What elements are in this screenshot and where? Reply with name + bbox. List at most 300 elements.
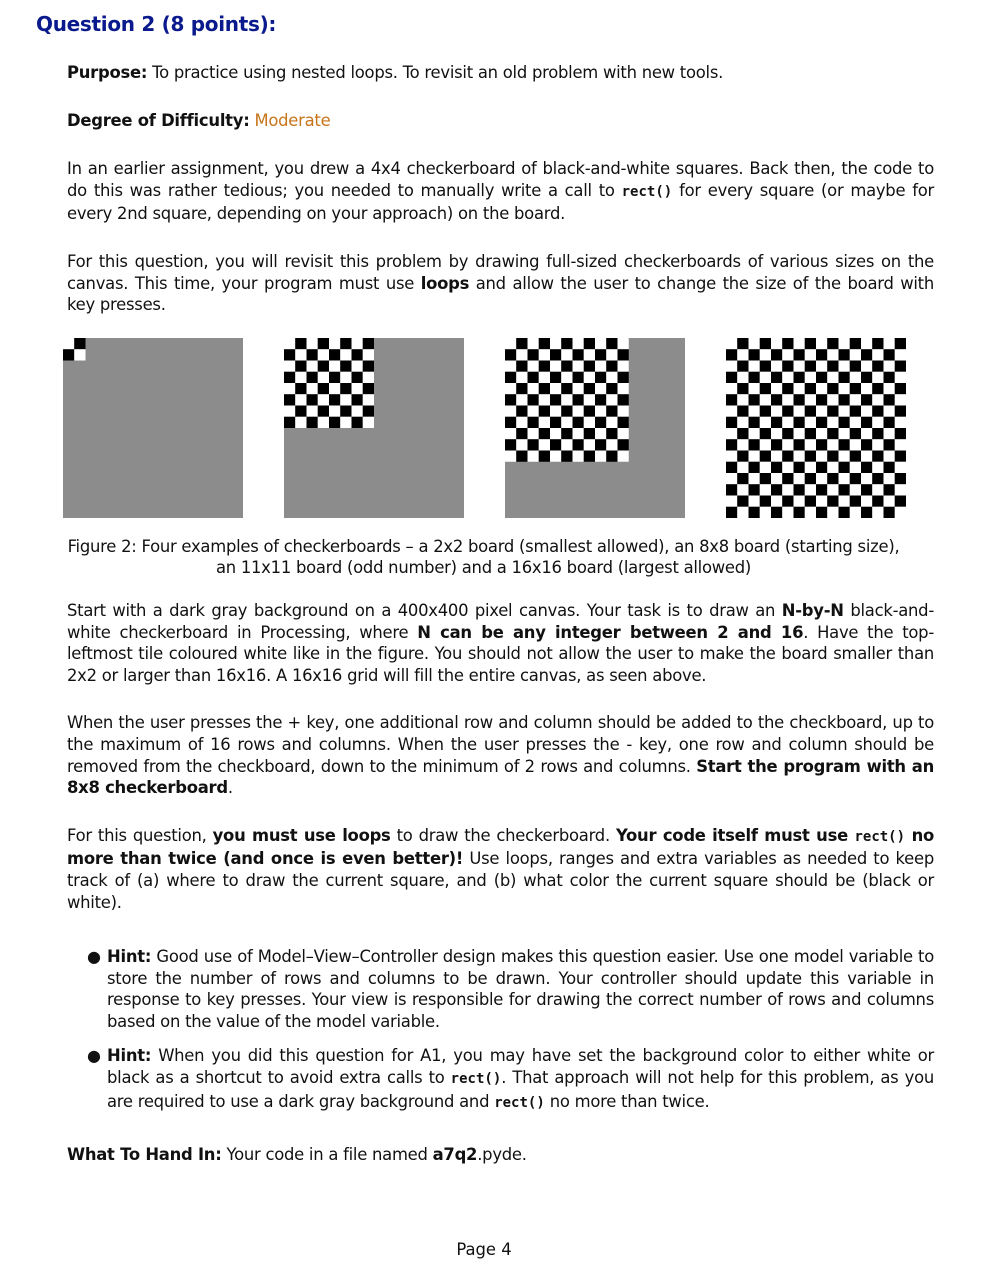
checker-tile — [550, 361, 561, 372]
checker-tile — [539, 406, 550, 417]
checker-tile — [771, 439, 782, 450]
checker-tile — [760, 394, 771, 405]
checker-tile — [839, 417, 850, 428]
checker-tile — [505, 394, 516, 405]
checker-tile — [839, 428, 850, 439]
checker-tile — [352, 406, 363, 417]
checker-tile — [794, 383, 805, 394]
checker-tile — [363, 417, 374, 428]
checker-tile — [760, 383, 771, 394]
checker-tile — [805, 361, 816, 372]
purpose-label: Purpose: — [67, 63, 148, 82]
checker-tile — [805, 507, 816, 518]
board-example-11x11 — [505, 338, 685, 518]
checker-tile — [884, 338, 895, 349]
checker-tile — [782, 349, 793, 360]
checker-tile — [861, 451, 872, 462]
checker-tile — [539, 428, 550, 439]
checker-tile — [827, 417, 838, 428]
checker-tile — [827, 484, 838, 495]
checker-tile — [329, 406, 340, 417]
task-text-a: For this question, you will revisit this problem by drawing full-sized checkerboards of various sizes on the canvas. This time, your program must use — [67, 251, 934, 293]
loops-emphasis: loops — [420, 273, 470, 293]
checker-tile — [595, 338, 606, 349]
checker-tile — [516, 383, 527, 394]
checker-tile — [329, 383, 340, 394]
checker-tile — [516, 406, 527, 417]
checker-tile — [839, 383, 850, 394]
checker-tile — [573, 372, 584, 383]
checker-tile — [606, 428, 617, 439]
checker-tile — [771, 338, 782, 349]
checker-tile — [839, 406, 850, 417]
checker-tile — [726, 473, 737, 484]
checker-tile — [561, 428, 572, 439]
checker-tile — [284, 406, 295, 417]
checker-tile — [606, 349, 617, 360]
checker-tile — [573, 428, 584, 439]
checker-tile — [749, 507, 760, 518]
checker-tile — [307, 361, 318, 372]
setup-text-d: . Have the top-leftmost tile coloured white like in the figure. You should not allow the user to make the board smaller than 2x2 or larger than 16x16. A 16x16 grid will fill the entire canvas, as seen above. — [67, 622, 934, 685]
checker-tile — [850, 462, 861, 473]
checker-tile — [884, 451, 895, 462]
checker-tile — [771, 361, 782, 372]
checker-tile — [516, 349, 527, 360]
checker-tile — [850, 451, 861, 462]
checker-tile — [595, 361, 606, 372]
checker-tile — [550, 417, 561, 428]
checker-tile — [573, 417, 584, 428]
checker-tile — [861, 428, 872, 439]
checker-tile — [618, 372, 629, 383]
checker-tile — [561, 451, 572, 462]
page-number: Page 4 — [456, 1240, 512, 1259]
checker-tile — [595, 406, 606, 417]
checker-tile — [737, 361, 748, 372]
hint-label: Hint: — [107, 1046, 152, 1066]
checker-tile — [861, 361, 872, 372]
intro-paragraph — [67, 158, 934, 225]
checker-tile — [606, 372, 617, 383]
checker-tile — [839, 394, 850, 405]
handin-label: What To Hand In: — [67, 1145, 222, 1164]
checker-tile — [794, 428, 805, 439]
checker-tile — [363, 406, 374, 417]
checker-tile — [760, 484, 771, 495]
checker-tile — [760, 496, 771, 507]
checker-tile — [618, 439, 629, 450]
checker-tile — [550, 372, 561, 383]
checker-tile — [505, 372, 516, 383]
checker-tile — [528, 372, 539, 383]
checker-tile — [794, 439, 805, 450]
checker-tile — [528, 394, 539, 405]
checker-tile — [606, 383, 617, 394]
checker-tile — [861, 338, 872, 349]
checker-tile — [760, 372, 771, 383]
checker-tile — [827, 349, 838, 360]
checker-tile — [284, 417, 295, 428]
checker-tile — [618, 451, 629, 462]
hint-text-a: When you did this question for A1, you may have set the background color to either white or black as a shortcut to avoid extra calls to — [107, 1046, 934, 1087]
board-example-16x16 — [726, 338, 906, 518]
intro-text-a: In an earlier assignment, you drew a 4x4 checkerboard of black-and-white squares. Back then, the code to do this was rather tedious; you needed to manually write a call to — [67, 159, 934, 200]
checker-tile — [760, 349, 771, 360]
checker-tile — [618, 361, 629, 372]
checker-tile — [737, 406, 748, 417]
checker-tile — [805, 462, 816, 473]
requirements-body — [67, 600, 934, 913]
checker-tile — [606, 451, 617, 462]
checker-tile — [561, 406, 572, 417]
bullet-icon: ● — [87, 1046, 101, 1066]
checker-tile — [539, 417, 550, 428]
checker-tile — [827, 439, 838, 450]
checker-tile — [839, 372, 850, 383]
checker-tile — [782, 383, 793, 394]
checker-tile — [505, 451, 516, 462]
checker-tile — [872, 507, 883, 518]
checker-tile — [782, 439, 793, 450]
checker-tile — [749, 372, 760, 383]
checker-tile — [505, 439, 516, 450]
checker-tile — [584, 428, 595, 439]
checker-tile — [771, 372, 782, 383]
checker-tile — [726, 451, 737, 462]
keys-text-a: When the user presses the + key, one additional row and column should be added to the checkboard, up to the maximum of 16 rows and columns. When the user presses the - key, one row and column should be removed from the checkboard, down to the minimum of 2 rows and columns. — [67, 713, 934, 776]
checker-tile — [737, 428, 748, 439]
loops-paragraph — [67, 825, 934, 913]
checker-tile — [505, 361, 516, 372]
checker-tile — [895, 406, 906, 417]
checker-tile — [884, 462, 895, 473]
checker-tile — [861, 406, 872, 417]
checker-tile — [884, 417, 895, 428]
checker-tile — [794, 496, 805, 507]
checker-tile — [805, 484, 816, 495]
checker-tile — [861, 473, 872, 484]
rect-code: rect() — [450, 1070, 502, 1087]
checker-tile — [737, 507, 748, 518]
checker-tile — [329, 417, 340, 428]
checker-tile — [771, 406, 782, 417]
checker-tile — [850, 394, 861, 405]
checker-tile — [307, 406, 318, 417]
checker-tile — [307, 417, 318, 428]
checker-tile — [726, 417, 737, 428]
checker-tile — [550, 406, 561, 417]
checker-tile — [827, 338, 838, 349]
checker-tile — [850, 496, 861, 507]
checker-tile — [307, 349, 318, 360]
checker-tile — [884, 496, 895, 507]
checker-tile — [340, 349, 351, 360]
checker-tile — [805, 372, 816, 383]
checker-tile — [595, 372, 606, 383]
checker-tile — [884, 394, 895, 405]
checker-tile — [816, 496, 827, 507]
checker-tile — [573, 383, 584, 394]
checker-tile — [595, 417, 606, 428]
checker-tile — [794, 451, 805, 462]
checker-tile — [573, 451, 584, 462]
checker-tile — [726, 507, 737, 518]
checker-tile — [839, 439, 850, 450]
keys-paragraph — [67, 712, 934, 798]
setup-text-a: Start with a dark gray background on a 400x400 pixel canvas. Your task is to draw an — [67, 601, 782, 620]
checker-tile — [295, 338, 306, 349]
checker-tile — [749, 428, 760, 439]
checker-tile — [307, 338, 318, 349]
checker-tile — [749, 349, 760, 360]
rect-code: rect() — [621, 183, 673, 200]
checker-tile — [618, 417, 629, 428]
checker-tile — [726, 372, 737, 383]
checker-tile — [505, 349, 516, 360]
checker-tile — [839, 484, 850, 495]
checker-tile — [895, 394, 906, 405]
checker-tile — [505, 338, 516, 349]
checker-tile — [528, 417, 539, 428]
checker-tile — [329, 361, 340, 372]
checker-tile — [884, 406, 895, 417]
checker-tile — [363, 361, 374, 372]
checker-tile — [584, 383, 595, 394]
checker-tile — [805, 383, 816, 394]
checker-tile — [318, 338, 329, 349]
checker-tile — [737, 462, 748, 473]
checker-tile — [737, 372, 748, 383]
checker-tile — [606, 417, 617, 428]
checker-tile — [861, 462, 872, 473]
checker-tile — [550, 428, 561, 439]
checker-tile — [782, 394, 793, 405]
checker-tile — [749, 439, 760, 450]
checker-tile — [363, 383, 374, 394]
checker-tile — [805, 473, 816, 484]
checker-tile — [794, 484, 805, 495]
checker-tile — [737, 417, 748, 428]
canvas-background — [63, 338, 243, 518]
checker-tile — [805, 338, 816, 349]
checker-tile — [352, 372, 363, 383]
checker-tile — [782, 473, 793, 484]
checker-tile — [782, 338, 793, 349]
checker-tile — [771, 417, 782, 428]
checker-tile — [528, 338, 539, 349]
checker-tile — [872, 394, 883, 405]
checker-tile — [816, 349, 827, 360]
checker-tile — [528, 451, 539, 462]
checker-tile — [872, 439, 883, 450]
checker-tile — [872, 349, 883, 360]
checker-tile — [771, 394, 782, 405]
checker-tile — [872, 372, 883, 383]
checker-tile — [318, 349, 329, 360]
checker-tile — [737, 484, 748, 495]
checker-tile — [794, 394, 805, 405]
checker-tile — [295, 383, 306, 394]
checker-tile — [618, 428, 629, 439]
checker-tile — [737, 439, 748, 450]
checker-tile — [606, 439, 617, 450]
checker-tile — [606, 338, 617, 349]
caption-line-1: Figure 2: Four examples of checkerboards – a 2x2 board (smallest allowed), an 8x8 board (starting size), — [67, 537, 900, 556]
checker-tile — [850, 473, 861, 484]
checker-tile — [872, 428, 883, 439]
checker-tile — [884, 473, 895, 484]
checker-tile — [895, 507, 906, 518]
checker-tile — [805, 496, 816, 507]
checker-tile — [760, 462, 771, 473]
checker-tile — [595, 439, 606, 450]
checker-tile — [573, 439, 584, 450]
checker-tile — [895, 451, 906, 462]
checker-tile — [760, 417, 771, 428]
checker-tile — [839, 451, 850, 462]
checker-tile — [895, 361, 906, 372]
checker-tile — [794, 372, 805, 383]
checker-tile — [561, 372, 572, 383]
checker-tile — [782, 484, 793, 495]
question-title: Question 2 (8 points): — [36, 12, 277, 36]
difficulty-value: Moderate — [249, 110, 331, 130]
checker-tile — [771, 462, 782, 473]
checker-tile — [749, 361, 760, 372]
checker-tile — [884, 428, 895, 439]
checker-tile — [516, 439, 527, 450]
checker-tile — [318, 372, 329, 383]
checker-tile — [363, 372, 374, 383]
hint-text-b: . That approach will not help for this problem, as you are required to use a dark gray background and — [107, 1067, 934, 1111]
checker-tile — [505, 428, 516, 439]
checker-tile — [737, 451, 748, 462]
checker-tile — [782, 406, 793, 417]
checker-tile — [771, 428, 782, 439]
handin-text: Your code in a file named — [221, 1145, 433, 1164]
checker-tile — [573, 338, 584, 349]
checker-tile — [595, 349, 606, 360]
checker-tile — [850, 507, 861, 518]
task-paragraph — [67, 251, 934, 316]
checker-tile — [528, 361, 539, 372]
checker-tile — [516, 372, 527, 383]
checker-tile — [760, 473, 771, 484]
hints-list — [84, 946, 934, 1127]
checker-tile — [839, 361, 850, 372]
checker-tile — [884, 349, 895, 360]
checker-tile — [329, 338, 340, 349]
checker-tile — [861, 394, 872, 405]
checker-tile — [573, 394, 584, 405]
checker-tile — [352, 417, 363, 428]
checker-tile — [895, 349, 906, 360]
loops-text-a: For this question, — [67, 825, 213, 845]
loops-text-d: Use loops, ranges and extra variables as needed to keep track of (a) where to draw the current square, and (b) what color the current square should be (black or white). — [67, 849, 934, 912]
checker-tile — [505, 406, 516, 417]
loops-text-c: to draw the checkerboard. — [390, 825, 616, 845]
checker-tile — [539, 394, 550, 405]
checker-tile — [618, 338, 629, 349]
checker-tile — [318, 394, 329, 405]
checker-tile — [782, 496, 793, 507]
checker-tile — [726, 428, 737, 439]
checker-tile — [850, 439, 861, 450]
checkerboard-figure — [63, 338, 943, 518]
checker-tile — [561, 417, 572, 428]
checker-tile — [749, 451, 760, 462]
checker-tile — [726, 383, 737, 394]
intro-text-b: for every square (or maybe for every 2nd square, depending on your approach) on the board. — [67, 180, 934, 224]
checker-tile — [539, 361, 550, 372]
checker-tile — [284, 361, 295, 372]
checker-tile — [782, 507, 793, 518]
checker-tile — [771, 484, 782, 495]
checker-tile — [861, 439, 872, 450]
checker-tile — [895, 383, 906, 394]
checker-tile — [771, 496, 782, 507]
checker-tile — [816, 462, 827, 473]
must-use-loops-emphasis: you must use loops — [212, 825, 391, 845]
checker-tile — [827, 361, 838, 372]
checker-tile — [74, 338, 85, 349]
checker-tile — [737, 496, 748, 507]
checker-tile — [827, 496, 838, 507]
checker-tile — [363, 338, 374, 349]
checker-tile — [827, 451, 838, 462]
checker-tile — [872, 484, 883, 495]
checker-tile — [794, 417, 805, 428]
checker-tile — [584, 417, 595, 428]
checker-tile — [895, 417, 906, 428]
checker-tile — [737, 383, 748, 394]
checker-tile — [539, 383, 550, 394]
checker-tile — [595, 383, 606, 394]
checker-tile — [307, 372, 318, 383]
checker-tile — [782, 372, 793, 383]
n-by-n-emphasis: N-by-N — [781, 601, 844, 620]
checker-tile — [584, 451, 595, 462]
checker-tile — [737, 338, 748, 349]
checker-tile — [872, 406, 883, 417]
board-example-2x2 — [63, 338, 243, 518]
checker-tile — [760, 451, 771, 462]
checker-tile — [794, 507, 805, 518]
checker-tile — [805, 349, 816, 360]
checker-tile — [872, 473, 883, 484]
checker-tile — [505, 383, 516, 394]
checker-tile — [726, 496, 737, 507]
checker-tile — [771, 451, 782, 462]
checker-tile — [284, 394, 295, 405]
keys-text-c: . — [227, 778, 233, 798]
checker-tile — [760, 361, 771, 372]
checker-tile — [550, 439, 561, 450]
checker-tile — [516, 338, 527, 349]
checker-tile — [872, 496, 883, 507]
checker-tile — [618, 383, 629, 394]
checker-tile — [584, 361, 595, 372]
checker-tile — [584, 338, 595, 349]
checker-tile — [295, 349, 306, 360]
setup-text-c: black-and-white checkerboard in Processing, where — [67, 601, 934, 642]
checker-tile — [895, 439, 906, 450]
checker-tile — [516, 451, 527, 462]
checker-tile — [726, 439, 737, 450]
checker-tile — [827, 462, 838, 473]
checker-tile — [872, 462, 883, 473]
